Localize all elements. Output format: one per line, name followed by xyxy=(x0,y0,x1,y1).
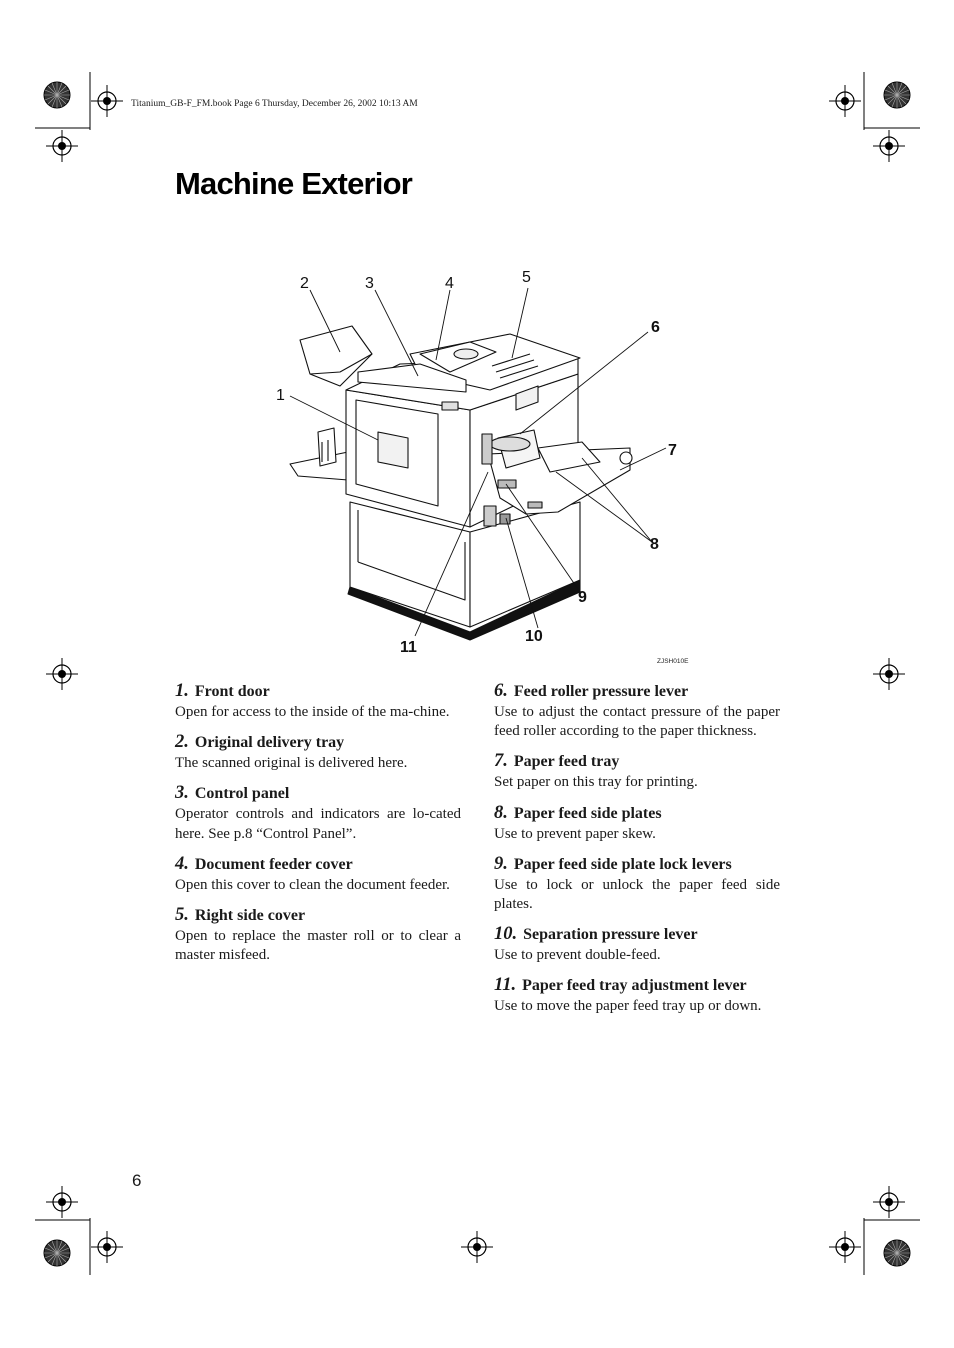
item-title: Document feeder cover xyxy=(194,855,353,873)
callout-4: 4 xyxy=(445,275,454,292)
starburst-icon xyxy=(884,82,910,108)
crosshair-icon xyxy=(829,85,861,117)
item-description: Use to move the paper feed tray up or down. xyxy=(494,998,762,1015)
item-number: 7. xyxy=(494,751,508,772)
item-title: Feed roller pressure lever xyxy=(513,683,689,700)
crosshair-icon xyxy=(873,1186,905,1218)
callout-9: 9 xyxy=(578,589,587,606)
item-number: 11. xyxy=(494,975,517,996)
callout-10: 10 xyxy=(525,628,543,645)
item-title: Control panel xyxy=(194,785,290,803)
crosshair-icon xyxy=(873,130,905,162)
item-title: Right side cover xyxy=(194,907,306,925)
callout-7: 7 xyxy=(668,442,677,459)
callout-3: 3 xyxy=(365,275,374,292)
list-item xyxy=(175,680,461,722)
item-title: Paper feed side plates xyxy=(513,804,662,822)
item-title: Paper feed side plate lock levers xyxy=(513,855,732,873)
item-description: Open for access to the inside of the ma-chine. xyxy=(175,704,450,720)
list-item xyxy=(494,680,780,741)
callout-11: 11 xyxy=(400,639,417,656)
list-item xyxy=(175,904,461,965)
callout-2: 2 xyxy=(300,275,309,292)
list-item xyxy=(494,750,780,792)
item-number: 5. xyxy=(175,905,189,926)
crosshair-icon xyxy=(461,1231,493,1263)
item-description: Open to replace the master roll or to clear a master misfeed. xyxy=(175,928,461,964)
item-title: Front door xyxy=(194,683,270,700)
running-header: Titanium_GB-F_FM.book Page 6 Thursday, December 26, 2002 10:13 AM xyxy=(131,99,418,109)
item-description: Open this cover to clean the document feeder. xyxy=(175,876,450,893)
starburst-icon xyxy=(44,82,70,108)
crosshair-icon xyxy=(873,658,905,690)
item-description: Use to prevent double-feed. xyxy=(494,947,661,964)
item-title: Separation pressure lever xyxy=(523,926,698,944)
item-number: 10. xyxy=(494,924,518,945)
list-item xyxy=(175,782,461,843)
starburst-icon xyxy=(44,1240,70,1266)
items-left-column xyxy=(175,680,461,974)
item-title: Paper feed tray adjustment lever xyxy=(522,977,747,995)
item-description: Operator controls and indicators are lo-cated here. See p.8 “Control Panel”. xyxy=(175,806,461,842)
crosshair-icon xyxy=(46,130,78,162)
item-number: 8. xyxy=(494,802,508,823)
starburst-icon xyxy=(884,1240,910,1266)
list-item xyxy=(494,974,780,1016)
list-item xyxy=(494,853,780,914)
item-description: Set paper on this tray for printing. xyxy=(494,774,698,791)
item-title: Paper feed tray xyxy=(513,753,620,771)
callout-1: 1 xyxy=(276,387,285,404)
item-number: 6. xyxy=(494,681,508,701)
crosshair-icon xyxy=(91,85,123,117)
callout-8: 8 xyxy=(650,536,659,553)
item-number: 9. xyxy=(494,853,508,874)
item-description: Use to prevent paper skew. xyxy=(494,825,656,842)
list-item xyxy=(175,853,461,895)
item-description: Use to adjust the contact pressure of the paper feed roller according to the paper thickness. xyxy=(494,704,780,740)
callout-5: 5 xyxy=(522,269,531,286)
item-number: 4. xyxy=(175,853,189,874)
item-description: Use to lock or unlock the paper feed side plates. xyxy=(494,876,780,913)
item-description: The scanned original is delivered here. xyxy=(175,755,408,772)
list-item xyxy=(494,923,780,965)
items-right-column xyxy=(494,680,780,1026)
crosshair-icon xyxy=(46,658,78,690)
item-title: Original delivery tray xyxy=(194,734,345,752)
crosshair-icon xyxy=(46,1186,78,1218)
page-title: Machine Exterior xyxy=(175,166,413,201)
crosshair-icon xyxy=(829,1231,861,1263)
item-number: 1. xyxy=(175,681,189,701)
list-item xyxy=(175,731,461,773)
item-number: 3. xyxy=(175,783,189,804)
figure-code: ZJSH010E xyxy=(657,658,689,665)
page-number: 6 xyxy=(132,1171,142,1190)
crosshair-icon xyxy=(91,1231,123,1263)
machine-exterior-figure xyxy=(270,262,700,672)
callout-6: 6 xyxy=(651,319,660,336)
list-item xyxy=(494,802,780,844)
item-number: 2. xyxy=(175,732,189,753)
